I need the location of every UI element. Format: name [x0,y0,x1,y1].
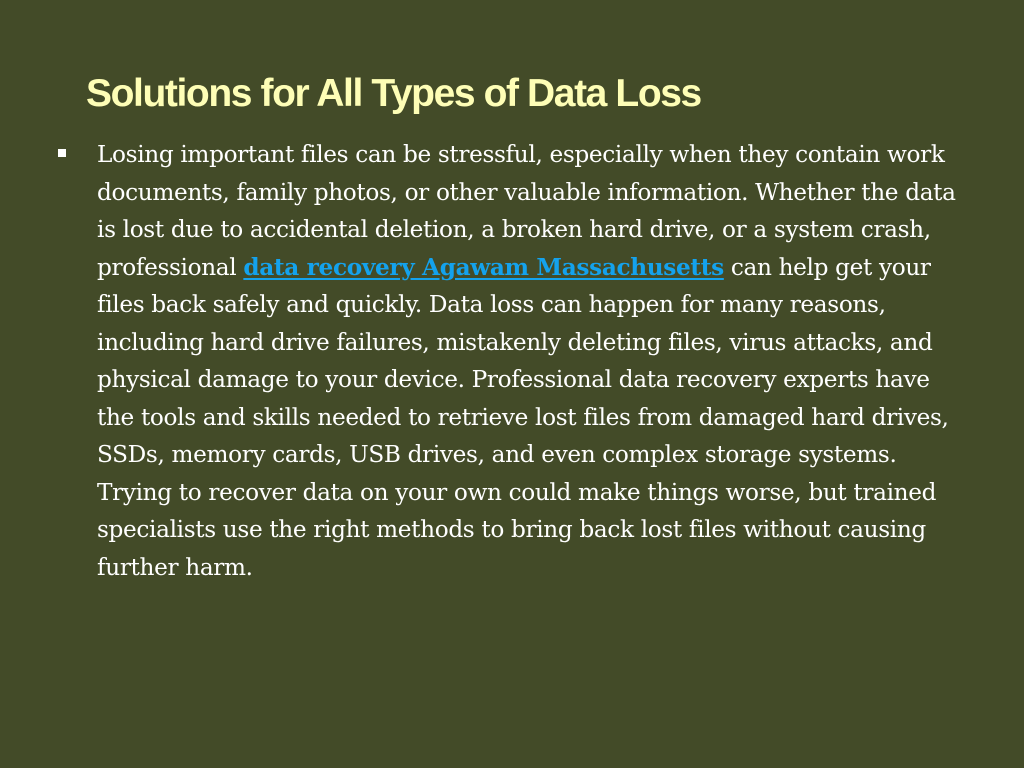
data-recovery-link[interactable]: data recovery Agawam Massachusetts [243,253,724,281]
bullet-list [58,136,958,586]
square-bullet-icon [58,149,66,157]
body-text-after-link: can help get your files back safely and quickly. Data loss can happen for many reasons, including hard drive failures, mistakenly deleting files, virus attacks, and physical damage to your device. Professional data recovery experts have the tools and skills needed to retrieve lost files from damaged hard drives, SSDs, memory cards, USB drives, and even complex storage systems. Trying to recover data on your own could make things worse, but trained specialists use the right methods to bring back lost files without causing further harm. [97,253,949,581]
bullet-item [58,136,958,586]
slide-title: Solutions for All Types of Data Loss [86,72,701,115]
body-text-before-link: Losing important files can be stressful, especially when they contain work documents, family photos, or other valuable information. Whether the data is lost due to accidental deletion, a broken hard drive, or a system crash, professional [97,141,956,281]
